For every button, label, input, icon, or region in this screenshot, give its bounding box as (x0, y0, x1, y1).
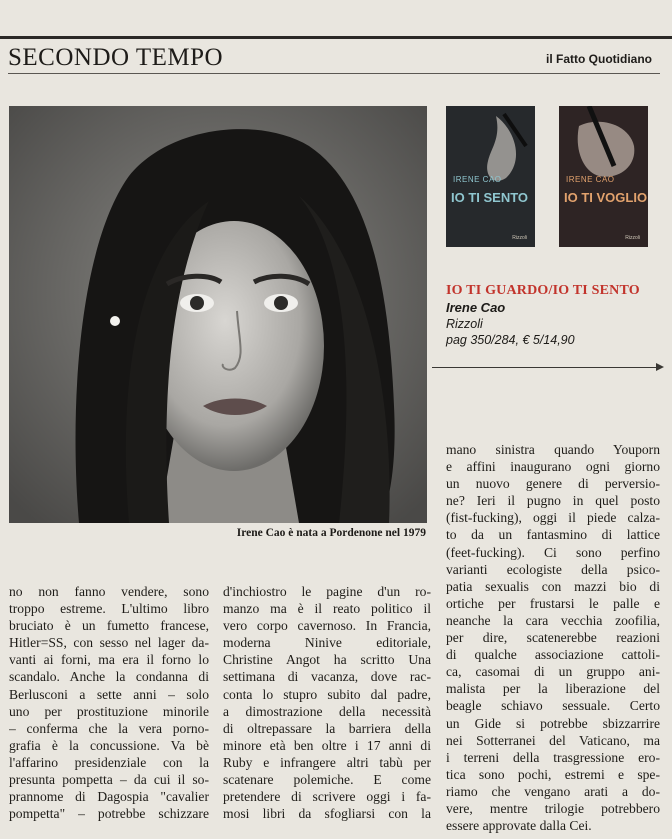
text-line: troppo estreme. L'ultimo libro (9, 601, 209, 617)
photo-caption: Irene Cao è nata a Pordenone nel 1979 (236, 527, 426, 539)
text-line: ne? Ieri il pugno in quel posto (446, 493, 660, 509)
text-line: Berlusconi a sette anni – solo (9, 686, 209, 702)
article-column-right (446, 441, 660, 834)
text-line: beagle schiavo sessuale. Certo (446, 698, 660, 714)
book-cover-io-ti-sento (446, 106, 535, 247)
text-line: mosi libri da sfogliarsi con la (223, 806, 431, 822)
text-line: settimana di vacanza, dove rac- (223, 669, 431, 685)
text-line: minore età ben oltre i 17 anni di (223, 737, 431, 753)
book-cover-io-ti-voglio (559, 106, 648, 247)
book-info-titles: IO TI GUARDO/IO TI SENTO (446, 283, 640, 298)
book-title: IO TI SENTO (451, 190, 529, 205)
text-line: di oltrepassare la barriera della (223, 720, 431, 736)
article-column-middle (223, 583, 431, 822)
text-line: prannome di Dagospia "cavalier (9, 789, 209, 805)
text-line: bruciato è un fumetto francese, (9, 618, 209, 634)
text-line: scatenare polemiche. E come (223, 772, 431, 788)
header-rule (8, 73, 660, 74)
text-line: pretendere di scrivere oggi i fa- (223, 789, 431, 805)
text-line: varianti ecologiste della psico- (446, 561, 660, 577)
text-line: Hitler=SS, con sesso nel lager da- (9, 635, 209, 651)
text-line: pompetta" – potrebbe schizzare (9, 806, 209, 822)
text-line: ca, casomai di un gruppo ani- (446, 664, 660, 680)
text-line: vero corpo cavernoso. In Francia, (223, 618, 431, 634)
text-line: malista per la liberazione del (446, 681, 660, 697)
text-line: e affini inaugurano ogni giorno (446, 459, 660, 475)
text-line: (fist-fucking), oggi il piede calza- (446, 510, 660, 526)
text-line: un nuovo genere di perversio- (446, 476, 660, 492)
text-line: to da un fantasmino di lattice (446, 527, 660, 543)
arrow-icon (656, 363, 664, 371)
text-line: Ruby e infrangere altri tabù per (223, 754, 431, 770)
text-line: vanti ai forni, ma era il forno lo (9, 652, 209, 668)
book-publisher: Rizzoli (625, 235, 640, 241)
book-info-author: Irene Cao (446, 300, 506, 315)
text-line: manzo ma è il reato politico il (223, 601, 431, 617)
text-line: (feet-fucking). Ci sono perfino (446, 544, 660, 560)
text-line: conta lo stupro subito dal padre, (223, 686, 431, 702)
text-line: tica sono pochi, estremi e spe- (446, 766, 660, 782)
text-line: d'inchiostro le pagine d'un ro- (223, 584, 431, 599)
top-rule (0, 36, 672, 39)
text-line: per dire, scatenerebbe reazioni (446, 630, 660, 646)
masthead: il Fatto Quotidiano (546, 52, 652, 66)
text-line: patia sexualis con mazzi bio di (446, 578, 660, 594)
text-line: essere approvate dalla Cei. (446, 818, 592, 834)
book-info (446, 283, 666, 347)
text-line: vere, mentre trilogie potrebbero (446, 800, 660, 816)
text-line: mano sinistra quando Youporn (446, 442, 660, 457)
text-line: l'affarino presidenziale con la (9, 754, 209, 770)
book-author: IRENE CAO (453, 175, 502, 184)
text-line: di qualche associazione cattoli- (446, 647, 660, 663)
book-publisher: Rizzoli (512, 235, 527, 241)
text-line: ortiche per frustarsi le palle e (446, 595, 660, 611)
text-line: moderna Ninive editoriale, (223, 635, 431, 651)
text-line: un Gide si potrebbe sbizzarrire (446, 715, 660, 731)
section-title: SECONDO TEMPO (8, 44, 224, 71)
text-line: scandalo. Anche la condanna di (9, 669, 209, 685)
book-author: IRENE CAO (566, 175, 615, 184)
book-info-publisher: Rizzoli (446, 317, 483, 331)
book-info-details: pag 350/284, € 5/14,90 (446, 333, 575, 347)
text-line: neanche la cara vecchia zoofilia, (446, 612, 660, 628)
text-line: uno per prostituzione minorile (9, 703, 209, 719)
text-line: riamo che vengano arati a do- (446, 783, 660, 799)
arrow-rule (432, 367, 657, 368)
text-line: a dimostrazione della necessità (223, 703, 431, 719)
author-photo (9, 106, 427, 523)
text-line: presunta pompetta – da cui il so- (9, 772, 209, 788)
text-line: Christine Angot ha scritto Una (223, 652, 431, 668)
text-line: no non fanno vendere, sono (9, 584, 209, 599)
text-line: – conferma che la vera porno- (9, 720, 209, 736)
text-line: nei Sotterranei del Vaticano, ma (446, 732, 660, 748)
text-line: grafia è la concussione. Va bè (9, 737, 209, 753)
article-column-left (9, 583, 209, 822)
book-title: IO TI VOGLIO (564, 190, 648, 205)
text-line: i terreni della trasgressione ero- (446, 749, 660, 765)
